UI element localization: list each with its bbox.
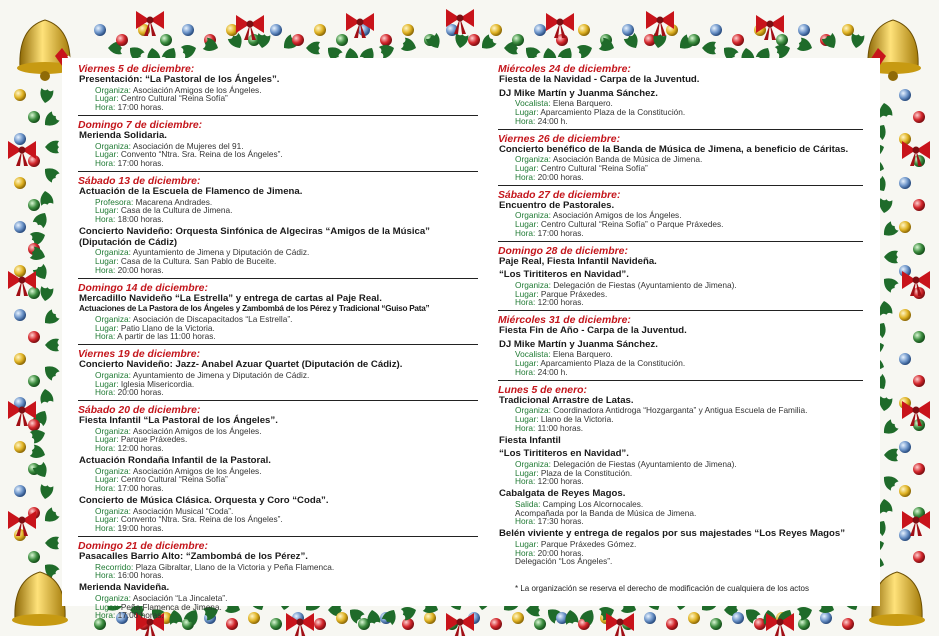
detail-label: Hora: bbox=[515, 227, 536, 238]
ornament-icon bbox=[28, 331, 40, 343]
divider bbox=[498, 241, 863, 242]
ornament-icon bbox=[468, 34, 480, 46]
detail-value: Parque Práxedes. bbox=[538, 288, 608, 299]
event-detail bbox=[78, 524, 478, 533]
event-title: Concierto Navideño: Orquesta Sinfónica de Algeciras “Amigos de la Música” (Diputación de Cádiz) bbox=[79, 225, 430, 248]
detail-label: Lugar: bbox=[515, 467, 539, 478]
ornament-icon bbox=[28, 375, 40, 387]
event-title: Fiesta Infantil bbox=[499, 434, 561, 446]
event-title: Actuación de la Escuela de Flamenco de Jimena. bbox=[79, 185, 303, 197]
event-detail bbox=[78, 103, 478, 112]
detail-value: 20:00 horas. bbox=[115, 264, 164, 275]
detail-value: Delegación “Los Ángeles”. bbox=[515, 556, 613, 567]
day-block bbox=[78, 176, 478, 275]
detail-value: Asociación Amigos de los Ángeles. bbox=[130, 425, 262, 436]
event-title: Belén viviente y entrega de regalos por sus majestades “Los Reyes Magos” bbox=[499, 528, 846, 540]
event-detail bbox=[78, 266, 478, 275]
detail-value: 17:00 horas. bbox=[115, 102, 164, 113]
ornament-icon bbox=[14, 353, 26, 365]
ornament-icon bbox=[534, 618, 546, 630]
divider bbox=[78, 344, 478, 345]
event-detail bbox=[498, 477, 863, 486]
event bbox=[78, 552, 478, 580]
ornament-icon bbox=[913, 375, 925, 387]
day-heading: Domingo 7 de diciembre: bbox=[78, 119, 203, 131]
detail-label: Lugar: bbox=[515, 538, 539, 549]
detail-value: Parque Práxedes. bbox=[118, 434, 188, 445]
ornament-icon bbox=[913, 199, 925, 211]
detail-label: Vocalista: bbox=[515, 98, 551, 109]
ornament-icon bbox=[512, 612, 524, 624]
detail-label: Hora: bbox=[95, 523, 116, 534]
detail-label: Hora: bbox=[95, 158, 116, 169]
event bbox=[78, 416, 478, 453]
detail-value: 19:00 horas. bbox=[115, 523, 164, 534]
day-heading: Sábado 27 de diciembre: bbox=[498, 189, 621, 201]
day-heading: Miércoles 24 de diciembre: bbox=[498, 64, 631, 75]
event bbox=[498, 257, 863, 268]
day-heading: Domingo 14 de diciembre: bbox=[78, 282, 208, 294]
day-block bbox=[498, 134, 863, 182]
ornament-icon bbox=[160, 34, 172, 46]
detail-label: Lugar: bbox=[95, 514, 119, 525]
ornament-icon bbox=[899, 89, 911, 101]
detail-value: Delegación de Fiestas (Ayuntamiento de Jimena). bbox=[550, 458, 737, 469]
ornament-icon bbox=[913, 331, 925, 343]
detail-value: Casa de la Cultura de Jimena. bbox=[118, 205, 233, 216]
detail-label: Organiza: bbox=[95, 84, 131, 95]
detail-value: 24:00 h. bbox=[535, 366, 568, 377]
event-detail bbox=[498, 424, 863, 433]
detail-value: Asociación de Mujeres del 91. bbox=[130, 140, 244, 151]
detail-value: Aparcamiento Plaza de la Constitución. bbox=[538, 106, 686, 117]
day-block bbox=[498, 246, 863, 308]
event bbox=[78, 496, 478, 533]
divider bbox=[78, 278, 478, 279]
ornament-icon bbox=[182, 24, 194, 36]
ornament-icon bbox=[14, 133, 26, 145]
day-heading: Viernes 19 de diciembre: bbox=[78, 349, 201, 361]
event bbox=[498, 529, 863, 566]
detail-label: Organiza: bbox=[515, 458, 551, 469]
event bbox=[498, 201, 863, 238]
event-detail bbox=[498, 368, 863, 377]
ornament-icon bbox=[14, 441, 26, 453]
event-subtitle: Actuaciones de La Pastora de los Ángeles y Zambombá de los Pérez y Tradicional “Guiso Pata” bbox=[79, 304, 430, 314]
detail-value: Coordinadora Antidroga “Hozgarganta” y Antigua Escuela de Familia. bbox=[550, 405, 808, 416]
ornament-icon bbox=[899, 177, 911, 189]
event-title: Tradicional Arrastre de Latas. bbox=[499, 394, 634, 406]
event-detail bbox=[78, 484, 478, 493]
detail-label: Organiza: bbox=[515, 279, 551, 290]
event-detail bbox=[78, 159, 478, 168]
detail-label: Vocalista: bbox=[515, 349, 551, 360]
event-detail bbox=[498, 298, 863, 307]
day-heading: Miércoles 31 de diciembre: bbox=[498, 315, 631, 327]
event bbox=[498, 449, 863, 486]
ornament-icon bbox=[490, 24, 502, 36]
detail-value: Asociación de Discapacitados “La Estrella”. bbox=[130, 313, 293, 324]
detail-value: Iglesia Misericordia. bbox=[118, 378, 195, 389]
divider bbox=[78, 171, 478, 172]
detail-value: Centro Cultural “Reina Sofía” bbox=[118, 474, 228, 485]
detail-value: 17:00 horas. bbox=[535, 227, 584, 238]
ornament-icon bbox=[314, 24, 326, 36]
detail-value: Centro Cultural “Reina Sofía” bbox=[538, 162, 648, 173]
ornament-icon bbox=[710, 618, 722, 630]
detail-value: 17:00 horas. bbox=[115, 158, 164, 169]
detail-label: Hora: bbox=[515, 422, 536, 433]
detail-value: Ayuntamiento de Jimena y Diputación de Cádiz. bbox=[130, 247, 310, 258]
ornament-icon bbox=[913, 463, 925, 475]
detail-value: 12:00 horas. bbox=[535, 476, 584, 487]
ornament-icon bbox=[666, 618, 678, 630]
day-block bbox=[498, 385, 863, 567]
day-block bbox=[78, 541, 478, 620]
detail-value: Asociación “La Jincaleta”. bbox=[130, 592, 228, 603]
ornament-icon bbox=[798, 24, 810, 36]
ornament-icon bbox=[534, 24, 546, 36]
detail-label: Hora: bbox=[515, 171, 536, 182]
detail-value: Acompañada por la Banda de Música de Jimena. bbox=[515, 507, 697, 518]
day-heading: Domingo 21 de diciembre: bbox=[78, 541, 208, 553]
event-title: Concierto Navideño: Jazz- Anabel Azuar Quartet (Diputación de Cádiz). bbox=[79, 359, 403, 371]
event-title: DJ Mike Martín y Juanma Sánchez. bbox=[499, 87, 658, 99]
day-heading: Viernes 5 de diciembre: bbox=[78, 64, 195, 75]
detail-value: Centro Cultural “Reina Sofía” bbox=[118, 93, 228, 104]
left-column bbox=[78, 64, 478, 623]
event bbox=[498, 270, 863, 307]
event bbox=[78, 583, 478, 620]
detail-label: Lugar: bbox=[95, 474, 119, 485]
detail-value: Asociación Musical “Coda”. bbox=[130, 505, 234, 516]
ornament-icon bbox=[292, 34, 304, 46]
ornament-icon bbox=[913, 111, 925, 123]
event-detail bbox=[498, 173, 863, 182]
event-detail bbox=[498, 117, 863, 126]
event-title: Concierto benéfico de la Banda de Música de Jimena, a beneficio de Cáritas. bbox=[499, 143, 849, 155]
ornament-icon bbox=[688, 612, 700, 624]
ornament-icon bbox=[688, 34, 700, 46]
day-block bbox=[78, 120, 478, 168]
detail-value: Elena Barquero. bbox=[550, 98, 613, 109]
ornament-icon bbox=[710, 24, 722, 36]
detail-label: Organiza: bbox=[515, 210, 551, 221]
detail-label: Lugar: bbox=[515, 414, 539, 425]
detail-value: Plaza Gibraltar, Llano de la Victoria y Peña Flamenca. bbox=[133, 561, 335, 572]
detail-label: Lugar: bbox=[95, 93, 119, 104]
detail-label: Hora: bbox=[95, 610, 116, 621]
event-title: Cabalgata de Reyes Magos. bbox=[499, 488, 626, 500]
detail-label: Lugar: bbox=[95, 322, 119, 333]
detail-label: Lugar: bbox=[95, 601, 119, 612]
event-title: Concierto de Música Clásica. Orquesta y Coro “Coda”. bbox=[79, 495, 329, 507]
detail-value: 20:00 horas. bbox=[535, 547, 584, 558]
detail-label: Hora: bbox=[95, 387, 116, 398]
detail-value: 24:00 h. bbox=[535, 115, 568, 126]
event bbox=[78, 456, 478, 493]
detail-label: Organiza: bbox=[95, 140, 131, 151]
detail-label: Salida: bbox=[515, 498, 541, 509]
event bbox=[78, 75, 478, 112]
event-title: Presentación: “La Pastoral de los Ángeles”. bbox=[79, 74, 280, 85]
detail-label: Hora: bbox=[95, 102, 116, 113]
detail-value: Elena Barquero. bbox=[550, 349, 613, 360]
detail-label: Hora: bbox=[95, 443, 116, 454]
day-heading: Viernes 26 de diciembre: bbox=[498, 133, 621, 145]
detail-value: Asociación Amigos de los Ángeles. bbox=[130, 84, 262, 95]
detail-value: Macarena Andrades. bbox=[133, 196, 213, 207]
event-title: Merienda Navideña. bbox=[79, 582, 170, 594]
event-detail bbox=[78, 444, 478, 453]
detail-label: Lugar: bbox=[515, 218, 539, 229]
event-detail bbox=[498, 557, 863, 566]
event bbox=[78, 294, 478, 342]
ornament-icon bbox=[336, 34, 348, 46]
ornament-icon bbox=[776, 34, 788, 46]
event bbox=[498, 340, 863, 377]
event bbox=[498, 89, 863, 126]
event-detail bbox=[78, 611, 478, 620]
day-block bbox=[498, 190, 863, 238]
event-title: Merienda Solidaria. bbox=[79, 129, 167, 141]
detail-label: Hora: bbox=[515, 297, 536, 308]
ornament-icon bbox=[28, 199, 40, 211]
event bbox=[498, 145, 863, 182]
day-block bbox=[498, 315, 863, 377]
ornament-icon bbox=[899, 221, 911, 233]
detail-value: Convento “Ntra. Sra. Reina de los Ángeles”. bbox=[118, 149, 283, 160]
ornament-icon bbox=[899, 485, 911, 497]
ornament-icon bbox=[913, 551, 925, 563]
detail-value: Asociación Amigos de los Ángeles. bbox=[130, 465, 262, 476]
detail-label: Organiza: bbox=[515, 405, 551, 416]
event-title: “Los Tirititeros en Navidad”. bbox=[499, 269, 629, 281]
detail-label: Hora: bbox=[95, 331, 116, 342]
event-title: Fiesta Fin de Año - Carpa de la Juventud. bbox=[499, 325, 687, 337]
detail-label: Profesora: bbox=[95, 196, 134, 207]
divider bbox=[498, 185, 863, 186]
ornament-icon bbox=[842, 618, 854, 630]
detail-label: Hora: bbox=[515, 516, 536, 527]
detail-value: 20:00 horas. bbox=[535, 171, 584, 182]
detail-value: 17:00 horas. bbox=[115, 483, 164, 494]
detail-label: Hora: bbox=[95, 264, 116, 275]
detail-label: Organiza: bbox=[95, 313, 131, 324]
ornament-icon bbox=[14, 309, 26, 321]
detail-label: Lugar: bbox=[515, 358, 539, 369]
ornament-icon bbox=[94, 24, 106, 36]
day-block bbox=[498, 64, 863, 126]
footnote: * La organización se reserva el derecho de modificación de cualquiera de los actos bbox=[515, 584, 809, 593]
detail-label: Organiza: bbox=[95, 592, 131, 603]
day-heading: Lunes 5 de enero: bbox=[498, 384, 587, 396]
day-block bbox=[78, 64, 478, 112]
event bbox=[498, 489, 863, 526]
event-title: Mercadillo Navideño “La Estrella” y entrega de cartas al Paje Real. bbox=[79, 292, 382, 304]
event bbox=[498, 436, 863, 447]
detail-label: Lugar: bbox=[95, 378, 119, 389]
day-block bbox=[78, 349, 478, 397]
detail-label: Organiza: bbox=[95, 465, 131, 476]
event-detail bbox=[78, 215, 478, 224]
day-block bbox=[78, 405, 478, 533]
detail-label: Lugar: bbox=[515, 288, 539, 299]
detail-value: Peña Flamenca de Jimena. bbox=[118, 601, 222, 612]
ornament-icon bbox=[28, 287, 40, 299]
event-title: Fiesta de la Navidad - Carpa de la Juventud. bbox=[499, 74, 700, 85]
ornament-icon bbox=[622, 24, 634, 36]
detail-label: Hora: bbox=[95, 483, 116, 494]
event bbox=[498, 396, 863, 433]
detail-value: Casa de la Cultura. San Pablo de Buceite. bbox=[118, 255, 277, 266]
detail-label: Organiza: bbox=[95, 369, 131, 380]
event-title: Pasacalles Barrio Alto: “Zambombá de los Pérez”. bbox=[79, 551, 308, 563]
divider bbox=[498, 129, 863, 130]
ornament-icon bbox=[798, 618, 810, 630]
ornament-icon bbox=[899, 353, 911, 365]
event bbox=[78, 187, 478, 224]
ornament-icon bbox=[14, 265, 26, 277]
ornament-icon bbox=[512, 34, 524, 46]
day-heading: Sábado 13 de diciembre: bbox=[78, 175, 201, 187]
ornament-icon bbox=[116, 34, 128, 46]
detail-value: Aparcamiento Plaza de la Constitución. bbox=[538, 358, 686, 369]
detail-value: 20:00 horas. bbox=[115, 387, 164, 398]
ornament-icon bbox=[402, 24, 414, 36]
event bbox=[498, 75, 863, 86]
detail-label: Lugar: bbox=[95, 434, 119, 445]
ornament-icon bbox=[899, 441, 911, 453]
ornament-icon bbox=[28, 551, 40, 563]
detail-label: Hora: bbox=[515, 115, 536, 126]
detail-value: Asociación Amigos de los Ángeles. bbox=[550, 210, 682, 221]
ornament-icon bbox=[14, 89, 26, 101]
event-title: “Los Tirititeros en Navidad”. bbox=[499, 448, 629, 460]
detail-value: Plaza de la Constitución. bbox=[538, 467, 633, 478]
ornament-icon bbox=[14, 485, 26, 497]
detail-value: A partir de las 11:00 horas. bbox=[115, 331, 216, 342]
detail-value: 16:00 horas. bbox=[115, 570, 164, 581]
detail-label: Organiza: bbox=[95, 247, 131, 258]
day-heading: Sábado 20 de diciembre: bbox=[78, 405, 201, 417]
detail-value: 17:30 horas. bbox=[535, 516, 584, 527]
divider bbox=[498, 380, 863, 381]
detail-label: Lugar: bbox=[515, 106, 539, 117]
ornament-icon bbox=[913, 243, 925, 255]
ornament-icon bbox=[899, 309, 911, 321]
detail-value: 18:00 horas. bbox=[115, 214, 164, 225]
detail-label: Organiza: bbox=[515, 154, 551, 165]
detail-value: 11:00 horas. bbox=[535, 422, 584, 433]
detail-label: Hora: bbox=[95, 570, 116, 581]
detail-label: Hora: bbox=[95, 214, 116, 225]
detail-value: Asociación Banda de Música de Jimena. bbox=[550, 154, 703, 165]
event-detail bbox=[78, 388, 478, 397]
divider bbox=[78, 536, 478, 537]
event-title: Encuentro de Pastorales. bbox=[499, 199, 615, 211]
detail-value: Llano de la Victoria. bbox=[538, 414, 614, 425]
divider bbox=[78, 115, 478, 116]
ornament-icon bbox=[732, 34, 744, 46]
day-heading: Domingo 28 de diciembre: bbox=[498, 245, 628, 257]
event bbox=[78, 131, 478, 168]
event-title: Actuación Rondaña Infantil de la Pastoral. bbox=[79, 455, 271, 467]
detail-value: Patio Llano de la Victoria. bbox=[118, 322, 215, 333]
ornament-icon bbox=[14, 177, 26, 189]
detail-label: Lugar: bbox=[95, 255, 119, 266]
event bbox=[78, 360, 478, 397]
detail-label: Hora: bbox=[515, 547, 536, 558]
ornament-icon bbox=[490, 618, 502, 630]
detail-value: Convento “Ntra. Sra. Reina de los Ángeles”. bbox=[118, 514, 283, 525]
ornament-icon bbox=[899, 529, 911, 541]
event-detail bbox=[498, 229, 863, 238]
detail-value: 17:00 horas. bbox=[115, 610, 164, 621]
divider bbox=[498, 310, 863, 311]
detail-label: Lugar: bbox=[515, 162, 539, 173]
detail-label: Organiza: bbox=[95, 425, 131, 436]
divider bbox=[78, 400, 478, 401]
detail-label: Hora: bbox=[515, 366, 536, 377]
ornament-icon bbox=[270, 24, 282, 36]
detail-value: Parque Práxedes Gómez. bbox=[538, 538, 637, 549]
detail-value: 12:00 horas. bbox=[115, 443, 164, 454]
day-block bbox=[78, 283, 478, 342]
detail-value: 12:00 horas. bbox=[535, 297, 584, 308]
detail-label: Lugar: bbox=[95, 149, 119, 160]
event bbox=[78, 227, 478, 275]
ornament-icon bbox=[28, 419, 40, 431]
event bbox=[498, 326, 863, 337]
detail-label: Organiza: bbox=[95, 505, 131, 516]
ornament-icon bbox=[380, 34, 392, 46]
right-column bbox=[498, 64, 863, 569]
detail-label: Recorrido: bbox=[95, 561, 134, 572]
event-title: Paje Real, Fiesta Infantil Navideña. bbox=[499, 255, 657, 267]
event-detail bbox=[78, 332, 478, 341]
event-detail bbox=[498, 517, 863, 526]
detail-label: Lugar: bbox=[95, 205, 119, 216]
ornament-icon bbox=[578, 24, 590, 36]
event-title: DJ Mike Martín y Juanma Sánchez. bbox=[499, 338, 658, 350]
ornament-icon bbox=[732, 612, 744, 624]
event-detail bbox=[78, 571, 478, 580]
detail-value: Centro Cultural “Reina Sofía” o Parque Práxedes. bbox=[538, 218, 724, 229]
detail-label: Hora: bbox=[515, 476, 536, 487]
detail-value: Camping Los Alcornocales. bbox=[540, 498, 644, 509]
ornament-icon bbox=[28, 111, 40, 123]
event-title: Fiesta Infantil “La Pastoral de los Ángeles”. bbox=[79, 415, 278, 427]
ornament-icon bbox=[820, 612, 832, 624]
detail-value: Ayuntamiento de Jimena y Diputación de Cádiz. bbox=[130, 369, 310, 380]
ornament-icon bbox=[14, 221, 26, 233]
ornament-icon bbox=[644, 612, 656, 624]
detail-value: Delegación de Fiestas (Ayuntamiento de Jimena). bbox=[550, 279, 737, 290]
